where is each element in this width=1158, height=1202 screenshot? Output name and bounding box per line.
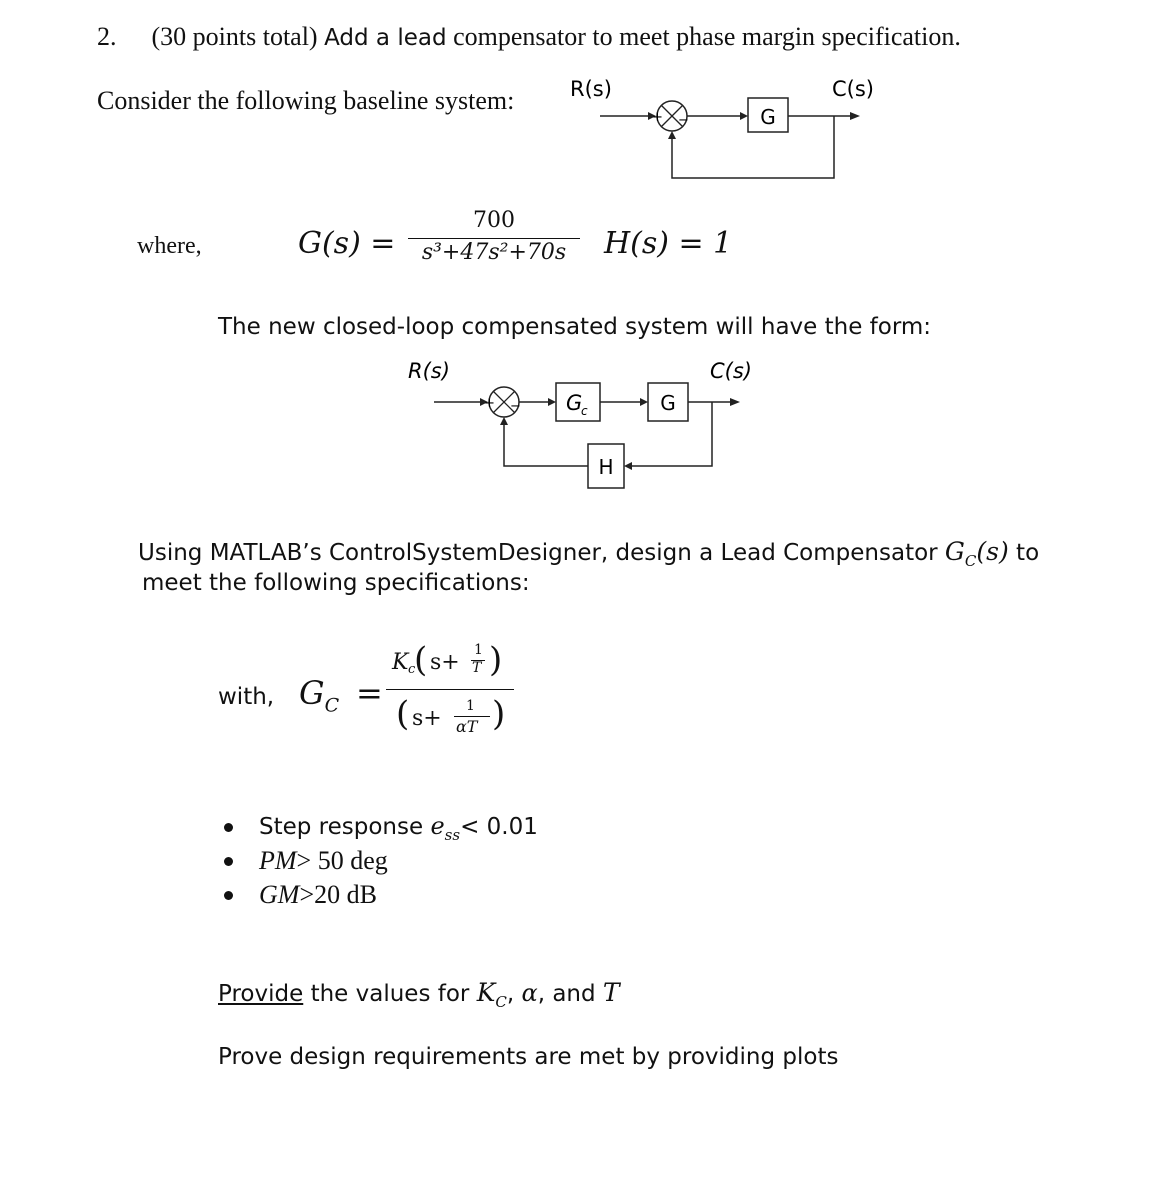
svg-text:−: − — [678, 113, 689, 128]
svg-text:G: G — [660, 391, 676, 415]
gc-denominator: ( s+ 1 αT ) — [396, 694, 506, 736]
prove-line: Prove design requirements are met by providing plots — [218, 1044, 839, 1070]
svg-text:+: + — [484, 396, 495, 411]
provide-t-symbol: T — [602, 978, 620, 1007]
compensated-intro: The new closed-loop compensated system will have the form: — [218, 314, 932, 340]
gc-numerator: K c ( s+ 1 T ) — [392, 640, 503, 680]
design-line-1 — [138, 537, 1039, 570]
g-lhs: G(s) = — [298, 226, 396, 261]
spec-step-response: Step response $e_{ss}< 0.01$ — [259, 812, 538, 844]
spec-bullet-3 — [224, 891, 233, 900]
design-line-1-tail: to — [1016, 540, 1040, 566]
svg-text:−: − — [510, 399, 521, 414]
design-line-2: meet the following specifications: — [142, 570, 530, 596]
gc-lhs: $G_C$ — [299, 674, 340, 717]
svg-text:+: + — [652, 110, 663, 125]
svg-text:G: G — [760, 105, 776, 129]
svg-text:G: G — [566, 391, 583, 415]
problem-task-rest: compensator to meet phase margin specification. — [453, 22, 961, 51]
baseline-intro: Consider the following baseline system: — [97, 86, 515, 115]
baseline-input-label: R(s) — [570, 77, 612, 101]
problem-number: 2. — [97, 22, 117, 51]
spec-ess-symbol: $e_{ss}$ — [430, 812, 461, 844]
baseline-output-label: C(s) — [832, 77, 874, 101]
compensated-output-label: C(s) — [710, 359, 752, 383]
gc-fraction-bar — [386, 689, 514, 690]
svg-text:H: H — [598, 455, 614, 479]
gc-equals: = — [356, 674, 383, 712]
spec-bullet-1 — [224, 823, 233, 832]
g-fraction — [408, 206, 580, 267]
compensated-input-label: R(s) — [408, 359, 450, 383]
with-label: with, — [218, 684, 275, 710]
provide-underlined: Provide — [218, 981, 304, 1007]
svg-text:c: c — [581, 404, 588, 418]
baseline-summing-junction — [652, 101, 689, 131]
g-denominator: s³+47s²+70s — [421, 240, 567, 265]
where-label: where, — [137, 233, 202, 259]
compensated-summing-junction — [484, 387, 521, 417]
problem-task: Add a lead — [324, 25, 447, 51]
design-line-1-text: Using MATLAB’s ControlSystemDesigner, design a Lead Compensator — [138, 540, 938, 566]
baseline-block-diagram — [560, 66, 890, 188]
problem-header — [97, 22, 961, 52]
compensated-block-diagram — [400, 352, 770, 497]
provide-alpha-symbol: α — [521, 979, 538, 1007]
g-numerator: 700 — [473, 208, 515, 233]
spec-bullet-2 — [224, 857, 233, 866]
spec-gain-margin: GM>20 dB — [259, 880, 377, 909]
spec-phase-margin: PM> 50 deg — [259, 846, 388, 875]
provide-line: Provide the values for $K_C$, α, and T — [218, 978, 620, 1011]
h-equation: H(s) = 1 — [604, 226, 733, 261]
problem-points: (30 points total) — [151, 22, 318, 51]
design-gc-symbol: $G_C(s)$ — [944, 537, 1009, 570]
provide-kc-symbol: $K_C$ — [476, 978, 507, 1011]
